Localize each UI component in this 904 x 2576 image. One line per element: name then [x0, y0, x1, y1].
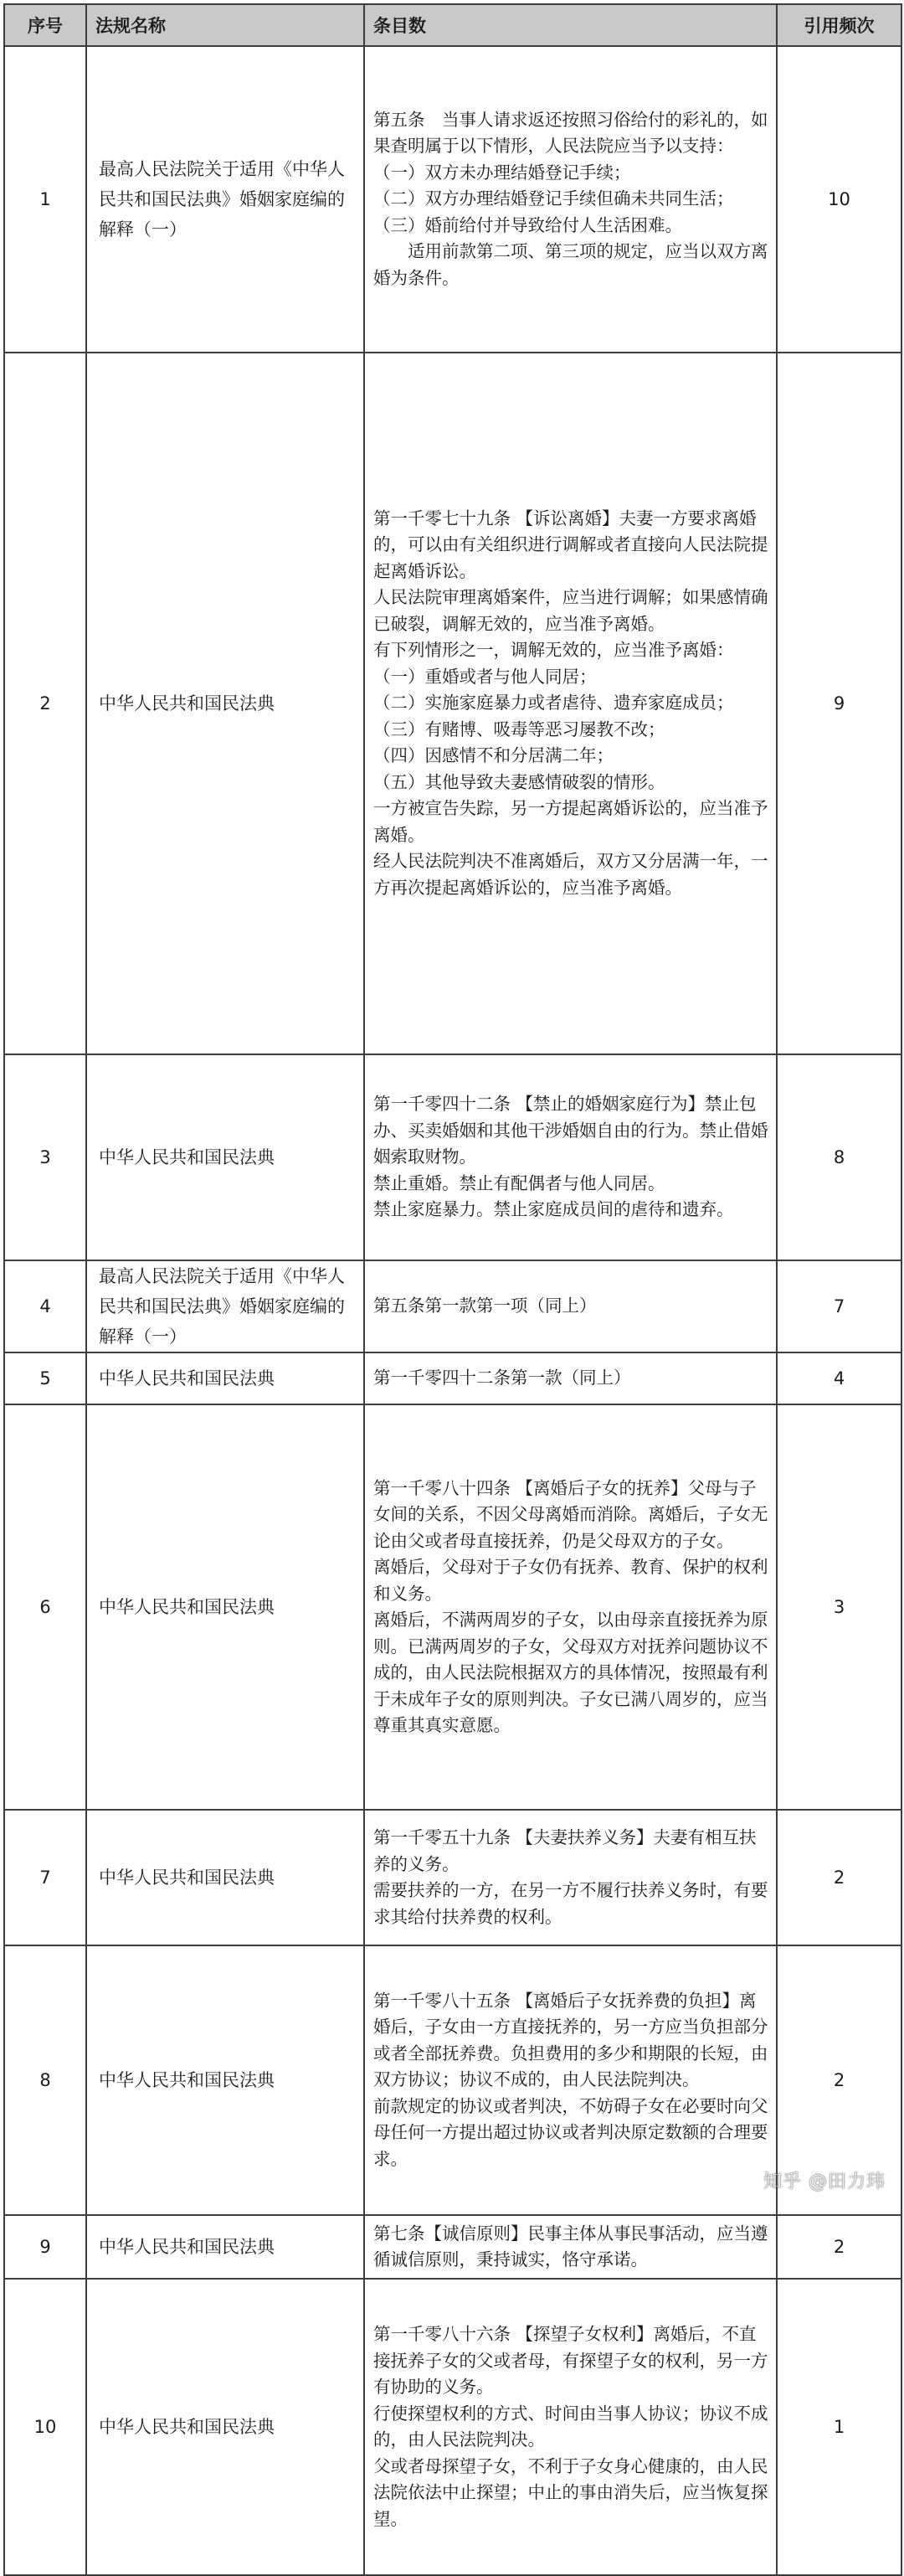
- row-article-text: [364, 2279, 777, 2575]
- table-row: [4, 353, 901, 1054]
- header-article: 条目数: [364, 4, 777, 46]
- article-paragraph: 第五条第一款第一项（同上）: [373, 1296, 597, 1316]
- article-paragraph: 第一千零八十四条 【离婚后子女的抚养】父母与子女间的关系，不因父母离婚而消除。离婚后，子女无论由父或者母直接抚养，仍是父母双方的子女。: [373, 1477, 768, 1551]
- article-paragraph: （五）其他导致夫妻感情破裂的情形。: [373, 771, 665, 792]
- row-index: 9: [4, 2215, 86, 2279]
- row-index: 6: [4, 1404, 86, 1810]
- row-index: 1: [4, 46, 86, 353]
- table-row: [4, 1810, 901, 1945]
- article-paragraph: （三）有赌博、吸毒等恶习屡教不改；: [373, 719, 665, 739]
- row-frequency: 2: [777, 2215, 901, 2279]
- row-frequency: 3: [777, 1404, 901, 1810]
- row-frequency: 1: [777, 2279, 901, 2575]
- row-law-name: 中华人民共和国民法典: [86, 1404, 364, 1810]
- article-paragraph: 第一千零四十二条第一款（同上）: [373, 1368, 631, 1388]
- article-paragraph: 禁止重婚。禁止有配偶者与他人同居。: [373, 1172, 665, 1193]
- table-row: [4, 1260, 901, 1352]
- row-law-name: 中华人民共和国民法典: [86, 1054, 364, 1260]
- row-law-name: 中华人民共和国民法典: [86, 2215, 364, 2279]
- row-index: 5: [4, 1352, 86, 1404]
- article-paragraph: 第七条【诚信原则】民事主体从事民事活动，应当遵循诚信原则，秉持诚实，恪守承诺。: [373, 2223, 768, 2269]
- row-article-text: [364, 2215, 777, 2279]
- row-article-text: [364, 1945, 777, 2215]
- header-law-name: 法规名称: [86, 4, 364, 46]
- article-paragraph: 经人民法院判决不准离婚后，双方又分居满一年，一方再次提起离婚诉讼的，应当准予离婚。: [373, 851, 768, 898]
- row-frequency: 8: [777, 1054, 901, 1260]
- table-row: [4, 1054, 901, 1260]
- row-index: 8: [4, 1945, 86, 2215]
- article-paragraph: 离婚后，父母对于子女仍有抚养、教育、保护的权利和义务。: [373, 1557, 768, 1604]
- article-paragraph: （二）实施家庭暴力或者虐待、遗弃家庭成员；: [373, 693, 734, 714]
- row-index: 7: [4, 1810, 86, 1945]
- article-paragraph: 离婚后，不满两周岁的子女，以由母亲直接抚养为原则。已满两周岁的子女，父母双方对抚养问题协议不成的，由人民法院根据双方的具体情况，按照最有利于未成年子女的原则判决。子女已满八周岁的，应当尊重其真实意愿。: [373, 1610, 768, 1735]
- row-frequency: 4: [777, 1352, 901, 1404]
- row-article-text: [364, 1352, 777, 1404]
- article-paragraph: 父或者母探望子女，不利于子女身心健康的，由人民法院依法中止探望；中止的事由消失后，应当恢复探望。: [373, 2455, 768, 2529]
- row-index: 3: [4, 1054, 86, 1260]
- table-row: [4, 2215, 901, 2279]
- table-row: [4, 46, 901, 353]
- table-row: [4, 1352, 901, 1404]
- article-paragraph: 第一千零七十九条 【诉讼离婚】夫妻一方要求离婚的，可以由有关组织进行调解或者直接向人民法院提起离婚诉讼。: [373, 507, 768, 581]
- article-paragraph: 禁止家庭暴力。禁止家庭成员间的虐待和遗弃。: [373, 1199, 734, 1220]
- article-paragraph: 第五条 当事人请求返还按照习俗给付的彩礼的，如果查明属于以下情形，人民法院应当予以支持：: [373, 109, 768, 157]
- header-row: [4, 4, 901, 46]
- article-paragraph: （四）因感情不和分居满二年；: [373, 745, 614, 766]
- article-paragraph: （一）双方未办理结婚登记手续；: [373, 162, 631, 183]
- row-law-name: 中华人民共和国民法典: [86, 1352, 364, 1404]
- article-paragraph: 前款规定的协议或者判决，不妨碍子女在必要时向父母任何一方提出超过协议或者判决原定数额的合理要求。: [373, 2095, 768, 2169]
- row-frequency: 2: [777, 1945, 901, 2215]
- article-paragraph: 行使探望权利的方式、时间由当事人协议；协议不成的，由人民法院判决。: [373, 2403, 768, 2450]
- row-index: 2: [4, 353, 86, 1054]
- row-article-text: [364, 353, 777, 1054]
- article-paragraph: 人民法院审理离婚案件，应当进行调解；如果感情确已破裂，调解无效的，应当准予离婚。: [373, 587, 768, 634]
- row-article-text: [364, 1260, 777, 1352]
- article-paragraph: 一方被宣告失踪，另一方提起离婚诉讼的，应当准予离婚。: [373, 798, 768, 845]
- row-article-text: [364, 1810, 777, 1945]
- article-paragraph: 适用前款第二项、第三项的规定，应当以双方离婚为条件。: [373, 241, 768, 288]
- header-index: 序号: [4, 4, 86, 46]
- table-row: [4, 1404, 901, 1810]
- row-article-text: [364, 1054, 777, 1260]
- row-law-name: 中华人民共和国民法典: [86, 1810, 364, 1945]
- article-paragraph: 第一千零八十六条 【探望子女权利】离婚后，不直接抚养子女的父或者母，有探望子女的权利，另一方有协助的义务。: [373, 2324, 768, 2397]
- row-law-name: 中华人民共和国民法典: [86, 2279, 364, 2575]
- article-paragraph: 第一千零五十九条 【夫妻扶养义务】夫妻有相互扶养的义务。: [373, 1827, 757, 1874]
- row-article-text: [364, 46, 777, 353]
- table-row: [4, 2279, 901, 2575]
- row-frequency: 7: [777, 1260, 901, 1352]
- row-index: 4: [4, 1260, 86, 1352]
- row-law-name: 最高人民法院关于适用《中华人民共和国民法典》婚姻家庭编的解释（一）: [86, 46, 364, 353]
- header-frequency: 引用频次: [777, 4, 901, 46]
- row-frequency: 2: [777, 1810, 901, 1945]
- article-paragraph: （二）双方办理结婚登记手续但确未共同生活；: [373, 188, 734, 209]
- row-frequency: 10: [777, 46, 901, 353]
- watermark: 知乎 @田力玮: [763, 2172, 886, 2192]
- row-frequency: 9: [777, 353, 901, 1054]
- row-index: 10: [4, 2279, 86, 2575]
- table-body: [4, 46, 901, 2575]
- row-law-name: 中华人民共和国民法典: [86, 1945, 364, 2215]
- article-paragraph: 第一千零四十二条 【禁止的婚姻家庭行为】禁止包办、买卖婚姻和其他干涉婚姻自由的行为。禁止借婚姻索取财物。: [373, 1094, 768, 1167]
- article-paragraph: （三）婚前给付并导致给付人生活困难。: [373, 214, 682, 235]
- table-header: [4, 4, 901, 46]
- article-paragraph: （一）重婚或者与他人同居；: [373, 666, 597, 687]
- row-law-name: 最高人民法院关于适用《中华人民共和国民法典》婚姻家庭编的解释（一）: [86, 1260, 364, 1352]
- article-paragraph: 需要扶养的一方，在另一方不履行扶养义务时，有要求其给付扶养费的权利。: [373, 1880, 768, 1927]
- article-paragraph: 第一千零八十五条 【离婚后子女抚养费的负担】离婚后，子女由一方直接抚养的，另一方应当负担部分或者全部抚养费。负担费用的多少和期限的长短，由双方协议；协议不成的，由人民法院判决。: [373, 1990, 768, 2090]
- row-article-text: [364, 1404, 777, 1810]
- row-law-name: 中华人民共和国民法典: [86, 353, 364, 1054]
- article-paragraph: 有下列情形之一，调解无效的，应当准予离婚：: [373, 640, 734, 661]
